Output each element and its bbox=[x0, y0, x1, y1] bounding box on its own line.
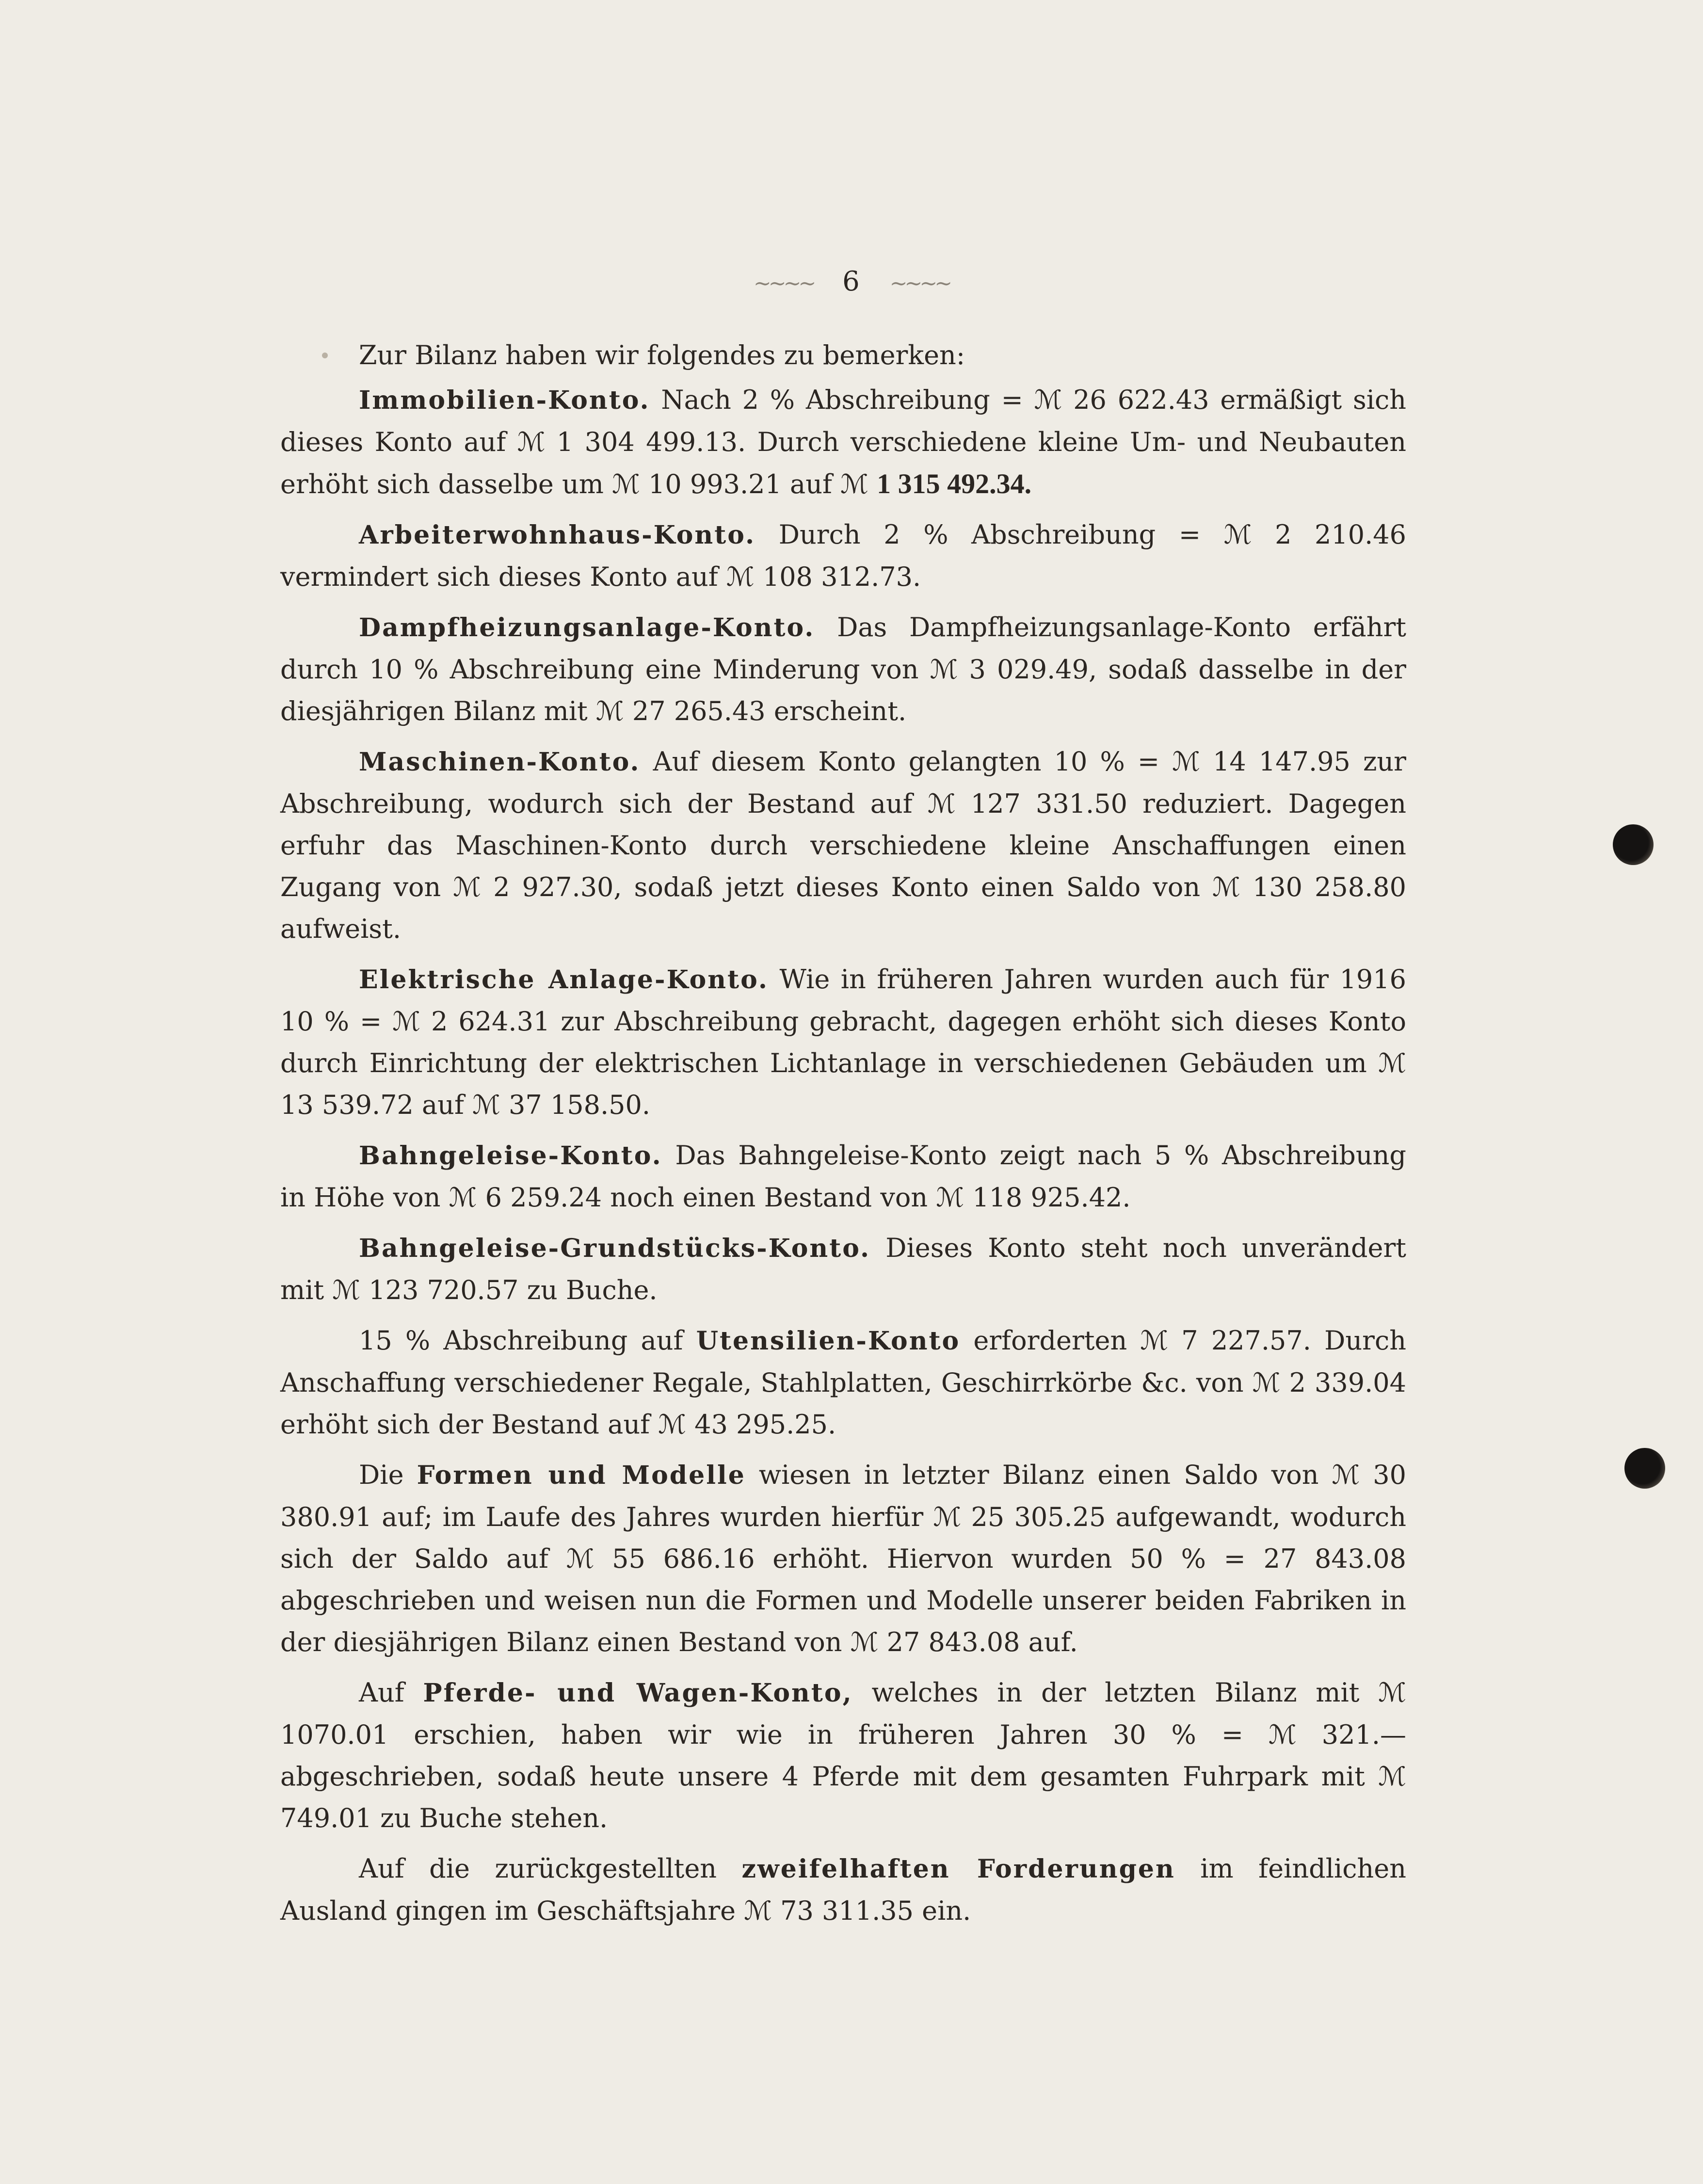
heading-forderungen: zweifelhaften Forderungen bbox=[741, 1854, 1175, 1884]
paragraph-immobilien bbox=[280, 379, 1406, 505]
text-pferde-a: Auf bbox=[359, 1677, 404, 1708]
text-utensilien-a: 15 % Abschreibung auf bbox=[359, 1325, 683, 1356]
ornament-right: ~~~~ bbox=[889, 271, 950, 296]
heading-elektrisch: Elektrische Anlage-Konto. bbox=[359, 965, 769, 995]
heading-utensilien: Utensilien-Konto bbox=[696, 1326, 961, 1356]
total-immobilien: 1 315 492.34. bbox=[877, 468, 1032, 499]
paragraph-arbeiterwohnhaus bbox=[280, 514, 1406, 598]
text-immobilien: Nach 2 % Abschreibung = ℳ 26 622.43 ermäßigt sich dieses Konto auf ℳ 1 304 499.13. Durch verschiedene kleine Um- und Neubauten erhöht sich dasselbe um ℳ 10 993.21 auf ℳ bbox=[280, 385, 1406, 499]
heading-bahngleise: Bahngeleise-Konto. bbox=[359, 1141, 662, 1171]
punch-hole-lower bbox=[1624, 1448, 1665, 1489]
text-utensilien-b: erforderten ℳ 7 227.57. Durch Anschaffung verschiedener Regale, Stahlplatten, Geschirrkörbe &c. von ℳ 2 339.04 erhöht sich der Bestand auf ℳ 43 295.25. bbox=[280, 1325, 1407, 1440]
heading-dampfheizung: Dampfheizungsanlage-Konto. bbox=[359, 613, 815, 642]
text-formen-a: Die bbox=[359, 1460, 404, 1490]
intro-text: Zur Bilanz haben wir folgendes zu bemerken: bbox=[359, 340, 965, 370]
document-body bbox=[280, 335, 1406, 1941]
paragraph-dampfheizung bbox=[280, 607, 1406, 732]
paragraph-forderungen bbox=[280, 1848, 1406, 1932]
paragraph-utensilien bbox=[280, 1320, 1406, 1445]
paragraph-pferde bbox=[280, 1672, 1406, 1839]
paragraph-maschinen bbox=[280, 741, 1406, 950]
text-formen-b: wiesen in letzter Bilanz einen Saldo von ℳ 30 380.91 auf; im Laufe des Jahres wurden hierfür ℳ 25 305.25 aufgewandt, wodurch sich der Saldo auf ℳ 55 686.16 erhöht. Hiervon wurden 50 % = 27 843.08 abgeschrieben und weisen nun die Formen und Modelle unserer beiden Fabriken in der diesjährigen Bilanz einen Bestand von ℳ 27 843.08 auf. bbox=[280, 1460, 1406, 1657]
page-header bbox=[0, 266, 1703, 297]
intro-paragraph bbox=[280, 335, 1406, 376]
paragraph-elektrisch bbox=[280, 959, 1406, 1126]
page-number: 6 bbox=[842, 266, 861, 297]
heading-arbeiterwohnhaus: Arbeiterwohnhaus-Konto. bbox=[359, 520, 756, 550]
heading-grundstueck: Bahngeleise-Grundstücks-Konto. bbox=[359, 1234, 871, 1263]
heading-maschinen: Maschinen-Konto. bbox=[359, 747, 641, 777]
text-arbeiterwohnhaus: Durch 2 % Abschreibung = ℳ 2 210.46 vermindert sich dieses Konto auf ℳ 108 312.73. bbox=[280, 519, 1406, 592]
text-forderungen-a: Auf die zurückgestellten bbox=[359, 1853, 717, 1884]
ornament-left: ~~~~ bbox=[753, 271, 814, 296]
punch-hole-upper bbox=[1613, 824, 1654, 865]
heading-formen: Formen und Modelle bbox=[417, 1461, 746, 1490]
text-forderungen-b: im feindlichen Ausland gingen im Geschäftsjahre ℳ 73 311.35 ein. bbox=[280, 1853, 1407, 1926]
text-maschinen: Auf diesem Konto gelangten 10 % = ℳ 14 147.95 zur Abschreibung, wodurch sich der Bestand auf ℳ 127 331.50 reduziert. Dagegen erfuhr das Maschinen-Konto durch verschiedene kleine Anschaffungen einen Zugang von ℳ 2 927.30, sodaß jetzt dieses Konto einen Saldo von ℳ 130 258.80 aufweist. bbox=[280, 746, 1406, 944]
text-bahngleise: Das Bahngeleise-Konto zeigt nach 5 % Abschreibung in Höhe von ℳ 6 259.24 noch einen Bestand von ℳ 118 925.42. bbox=[280, 1140, 1407, 1213]
heading-pferde: Pferde- und Wagen-Konto, bbox=[423, 1678, 853, 1708]
heading-immobilien: Immobilien-Konto. bbox=[359, 385, 650, 415]
text-grundstueck: Dieses Konto steht noch unverändert mit ℳ 123 720.57 zu Buche. bbox=[280, 1233, 1406, 1305]
paragraph-grundstueck bbox=[280, 1227, 1406, 1311]
text-pferde-b: welches in der letzten Bilanz mit ℳ 1070.01 erschien, haben wir wie in früheren Jahren 30 % = ℳ 321.— abgeschrieben, sodaß heute unsere 4 Pferde mit dem gesamten Fuhrpark mit ℳ 749.01 zu Buche stehen. bbox=[280, 1677, 1406, 1833]
text-dampfheizung: Das Dampfheizungsanlage-Konto erfährt durch 10 % Abschreibung eine Minderung von ℳ 3 029.49, sodaß dasselbe in der diesjährigen Bilanz mit ℳ 27 265.43 erscheint. bbox=[280, 612, 1406, 726]
paragraph-formen bbox=[280, 1454, 1406, 1663]
paragraph-bahngleise bbox=[280, 1135, 1406, 1219]
text-elektrisch: Wie in früheren Jahren wurden auch für 1916 10 % = ℳ 2 624.31 zur Abschreibung gebracht, dagegen erhöht sich dieses Konto durch Einrichtung der elektrischen Lichtanlage in verschiedenen Gebäuden um ℳ 13 539.72 auf ℳ 37 158.50. bbox=[280, 964, 1406, 1120]
